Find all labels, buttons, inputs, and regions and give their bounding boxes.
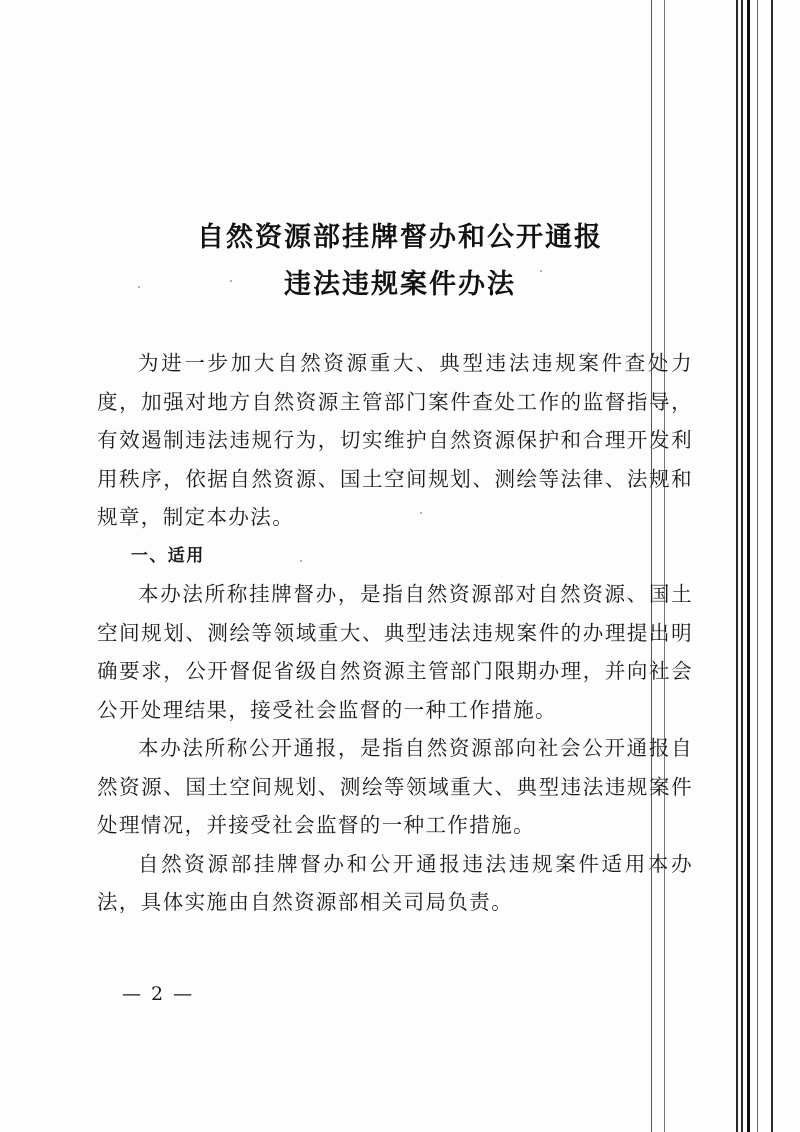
scan-edge-line	[771, 0, 773, 1132]
body-paragraph: 自然资源部挂牌督办和公开通报违法违规案件适用本办法，具体实施由自然资源部相关司局负责。	[97, 851, 693, 914]
section-heading: 一、适用	[131, 545, 205, 566]
document-title-line-1: 自然资源部挂牌督办和公开通报	[197, 222, 603, 253]
document-body	[97, 344, 693, 922]
scan-edge-line	[757, 0, 758, 1132]
document-title-line-2: 违法违规案件办法	[284, 269, 516, 300]
body-paragraph: 本办法所称公开通报，是指自然资源部向社会公开通报自然资源、国土空间规划、测绘等领域重大、典型违法违规案件处理情况，并接受社会监督的一种工作措施。	[97, 736, 693, 837]
intro-paragraph: 为进一步加大自然资源重大、典型违法违规案件查处力度，加强对地方自然资源主管部门案件查处工作的监督指导，有效遏制违法违规行为，切实维护自然资源保护和合理开发利用秩序，依据自然资源、国土空间规划、测绘等法律、法规和规章，制定本办法。	[97, 351, 693, 529]
scan-edge-line	[747, 0, 750, 1132]
body-paragraph: 本办法所称挂牌督办，是指自然资源部对自然资源、国土空间规划、测绘等领域重大、典型违法违规案件的办理提出明确要求，公开督促省级自然资源主管部门限期办理，并向社会公开处理结果，接受社会监督的一种工作措施。	[97, 582, 693, 722]
scan-edge-line	[736, 0, 738, 1132]
scan-edge-line	[741, 0, 743, 1132]
page-number: — 2 —	[122, 983, 195, 1005]
